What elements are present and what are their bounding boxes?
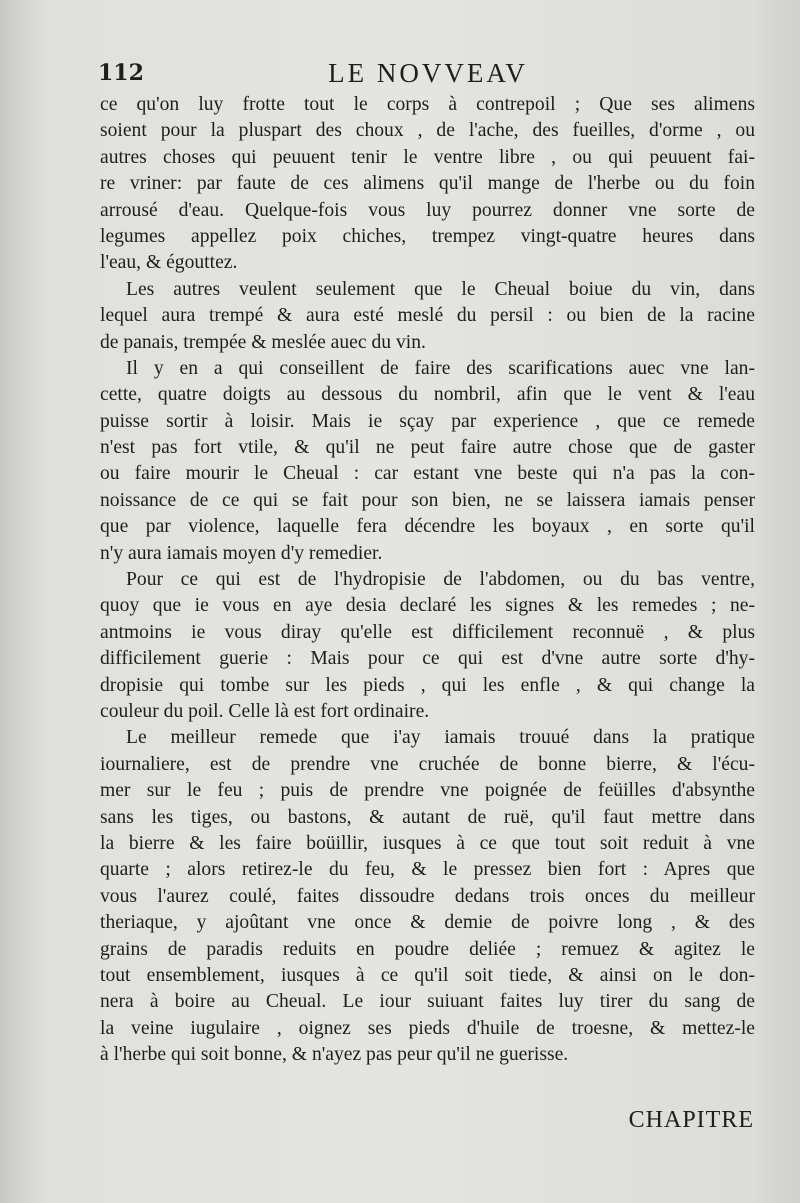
catchword: CHAPITRE — [628, 1107, 754, 1133]
text-line: cette, quatre doigts au dessous du nombril, afin que le vent & l'eau — [100, 384, 755, 406]
text-line: Il y en a qui conseillent de faire des scarifications auec vne lan- — [126, 357, 755, 379]
text-line: grains de paradis reduits en poudre deliée ; remuez & agitez le — [100, 938, 755, 960]
text-line: autres choses qui peuuent tenir le ventre libre , ou qui peuuent fai- — [100, 146, 755, 168]
text-line: lequel aura trempé & aura esté meslé du persil : ou bien de la racine — [100, 305, 755, 327]
text-line: difficilement guerie : Mais pour ce qui est d'vne autre sorte d'hy- — [100, 648, 755, 670]
text-line: noissance de ce qui se fait pour son bien, ne se laissera iamais penser — [100, 489, 755, 511]
text-line: Le meilleur remede que i'ay iamais trouué dans la pratique — [126, 727, 755, 749]
text-line: que par violence, laquelle fera décendre les boyaux , en sorte qu'il — [100, 516, 755, 538]
text-line: soient pour la pluspart des choux , de l'ache, des fueilles, d'orme , ou — [100, 120, 755, 142]
text-line: mer sur le feu ; puis de prendre vne poignée de feüilles d'absynthe — [100, 780, 755, 802]
text-line: dropisie qui tombe sur les pieds , qui les enfle , & qui change la — [100, 674, 755, 696]
text-line: l'eau, & égouttez. — [100, 252, 238, 274]
text-line: legumes appellez poix chiches, trempez vingt-quatre heures dans — [100, 225, 755, 247]
text-line: n'y aura iamais moyen d'y remedier. — [100, 542, 383, 564]
text-line: de panais, trempée & meslée auec du vin. — [100, 331, 426, 353]
text-line: iournaliere, est de prendre vne cruchée de bonne bierre, & l'écu- — [100, 753, 755, 775]
text-line: theriaque, y ajoûtant vne once & demie de poivre long , & des — [100, 912, 755, 934]
page-header — [98, 58, 758, 94]
text-line: n'est pas fort vtile, & qu'il ne peut faire autre chose que de gaster — [100, 437, 755, 459]
text-line: quoy que ie vous en aye desia declaré les signes & les remedes ; ne- — [100, 595, 755, 617]
text-line: antmoins ie vous diray qu'elle est difficilement reconnuë , & plus — [100, 621, 755, 643]
text-line: à l'herbe qui soit bonne, & n'ayez pas peur qu'il ne guerisse. — [100, 1044, 569, 1066]
running-title: LE NOVVEAV — [328, 58, 528, 88]
text-line: la veine iugulaire , oignez ses pieds d'huile de troesne, & mettez-le — [100, 1017, 755, 1039]
text-line: quarte ; alors retirez-le du feu, & le pressez bien fort : Apres que — [100, 859, 755, 881]
text-line: Pour ce qui est de l'hydropisie de l'abdomen, ou du bas ventre, — [126, 569, 755, 591]
text-line: tout ensemblement, iusques à ce qu'il soit tiede, & ainsi on le don- — [100, 964, 755, 986]
text-line: la bierre & les faire boüillir, iusques à ce que tout soit reduit à vne — [100, 832, 755, 854]
page-number: 112 — [98, 60, 144, 86]
body-text — [100, 92, 755, 1068]
text-line: Les autres veulent seulement que le Cheual boiue du vin, dans — [126, 278, 755, 300]
text-line: re vriner: par faute de ces alimens qu'il mange de l'herbe ou du foin — [100, 173, 755, 195]
text-line: ce qu'on luy frotte tout le corps à contrepoil ; Que ses alimens — [100, 94, 755, 115]
text-line: vous l'aurez coulé, faites dissoudre dedans trois onces du meilleur — [100, 885, 755, 907]
text-line: arrousé d'eau. Quelque-fois vous luy pourrez donner vne sorte de — [100, 199, 755, 221]
text-line: nera à boire au Cheual. Le iour suiuant faites luy tirer du sang de — [100, 991, 755, 1013]
text-line: couleur du poil. Celle là est fort ordinaire. — [100, 700, 430, 722]
text-line: sans les tiges, ou bastons, & autant de ruë, qu'il faut mettre dans — [100, 806, 755, 828]
text-line: puisse sortir à loisir. Mais ie sçay par experience , que ce remede — [100, 410, 755, 432]
text-line: ou faire mourir le Cheual : car estant vne beste qui n'a pas la con- — [100, 463, 755, 485]
